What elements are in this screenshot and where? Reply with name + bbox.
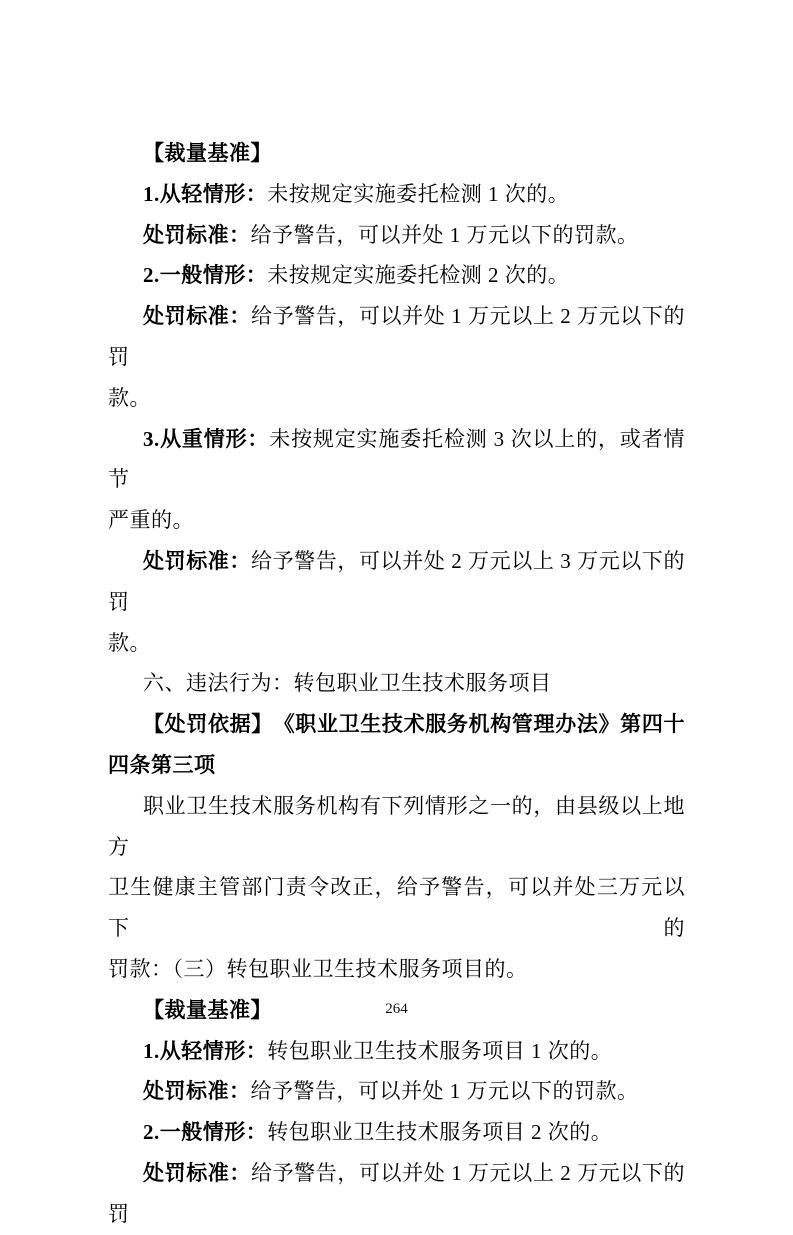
line-regular-text: 六、违法行为：转包职业卫生技术服务项目 <box>143 671 552 696</box>
line-bold-text: 2.一般情形： <box>143 263 268 288</box>
document-line <box>108 541 685 623</box>
line-bold-text: 处罚标准： <box>143 1079 251 1104</box>
document-line <box>108 419 685 501</box>
line-bold-text: 【处罚依据】 《职业卫生技术服务机构管理办法》第四十 <box>143 712 685 737</box>
document-line <box>108 867 685 949</box>
line-bold-text: 1.从轻情形： <box>143 1038 268 1063</box>
document-line <box>108 663 685 704</box>
document-line <box>108 1031 685 1072</box>
document-line <box>108 500 685 541</box>
document-line <box>108 255 685 296</box>
line-bold-text: 处罚标准： <box>143 1160 251 1185</box>
document-content <box>108 133 685 1235</box>
line-bold-text: 【裁量基准】 <box>143 141 272 165</box>
line-regular-text: 给予警告，可以并处 1 万元以下的罚款。 <box>250 222 639 247</box>
line-regular-text: 给予警告，可以并处 1 万元以下的罚款。 <box>250 1079 639 1104</box>
line-bold-text: 2.一般情形： <box>143 1120 268 1145</box>
line-bold-text: 处罚标准： <box>143 548 251 573</box>
line-regular-text: 严重的。 <box>108 508 194 533</box>
line-regular-text: 卫生健康主管部门责令改正，给予警告，可以并处三万元以下的 <box>108 875 685 941</box>
document-line <box>108 1112 685 1153</box>
line-regular-text: 职业卫生技术服务机构有下列情形之一的，由县级以上地方 <box>108 793 685 859</box>
page-number: 264 <box>385 1001 408 1017</box>
line-regular-text: 转包职业卫生技术服务项目 1 次的。 <box>267 1038 613 1063</box>
line-bold-text: 1.从轻情形： <box>143 181 268 206</box>
line-regular-text: 罚款：（三）转包职业卫生技术服务项目的。 <box>108 956 528 981</box>
line-regular-text: 未按规定实施委托检测 1 次的。 <box>267 181 570 206</box>
document-line <box>108 296 685 378</box>
document-line <box>108 174 685 215</box>
line-bold-text: 四条第三项 <box>108 752 216 777</box>
document-line <box>108 949 685 990</box>
document-line <box>108 1071 685 1112</box>
document-line <box>108 704 685 745</box>
line-bold-text: 【裁量基准】 <box>143 997 272 1022</box>
document-line <box>108 215 685 256</box>
line-regular-text: 给予警告，可以并处 2 万元以上 3 万元以下的罚 <box>108 548 686 614</box>
document-line <box>108 745 685 786</box>
line-bold-text: 处罚标准： <box>143 304 251 329</box>
document-line <box>108 623 685 664</box>
line-regular-text: 未按规定实施委托检测 2 次的。 <box>267 263 570 288</box>
line-bold-text: 3.从重情形： <box>143 426 270 451</box>
line-regular-text: 转包职业卫生技术服务项目 2 次的。 <box>267 1120 613 1145</box>
document-line <box>108 133 685 174</box>
line-regular-text: 款。 <box>108 385 151 410</box>
line-regular-text: 款。 <box>108 630 151 655</box>
document-line <box>108 1153 685 1235</box>
line-regular-text: 给予警告，可以并处 1 万元以上 2 万元以下的罚 <box>108 304 686 369</box>
line-bold-text: 处罚标准： <box>143 222 251 247</box>
line-regular-text: 未按规定实施委托检测 3 次以上的，或者情节 <box>108 426 686 492</box>
document-line <box>108 378 685 419</box>
line-regular-text: 给予警告，可以并处 1 万元以上 2 万元以下的罚 <box>108 1160 686 1226</box>
document-line <box>108 786 685 868</box>
